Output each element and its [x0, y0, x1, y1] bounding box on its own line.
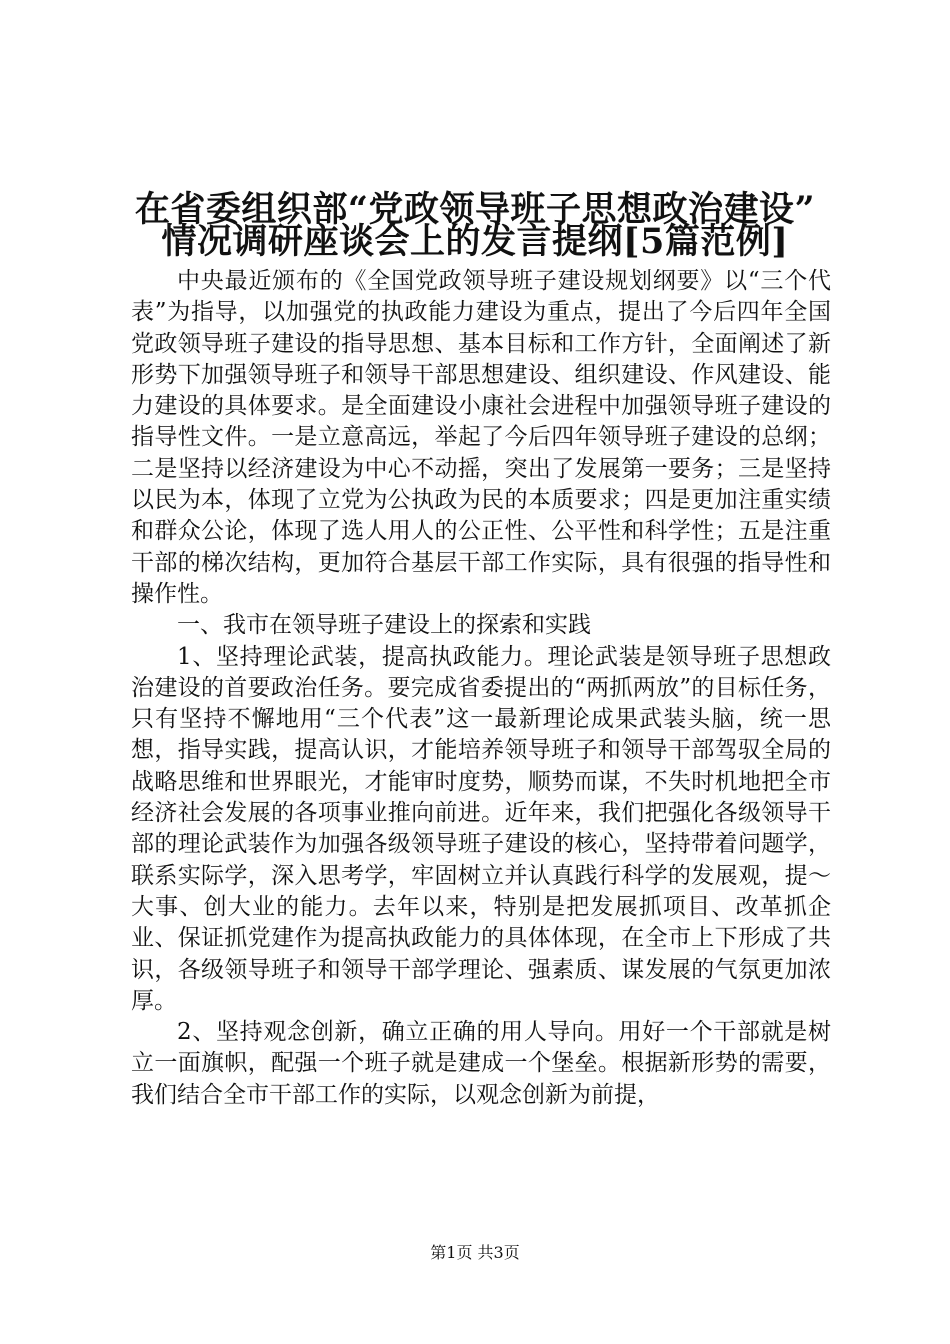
section-heading: 一、我市在领导班子建设上的探索和实践	[177, 612, 591, 639]
page-number-footer: 第1页 共3页	[430, 1243, 520, 1262]
body-paragraph-intro: 中央最近颁布的《全国党政领导班子建设规划纲要》以“三个代表”为指导，以加强党的执政能力建设为重点，提出了今后四年全国党政领导班子建设的指导思想、基本目标和工作方针，全面阐述了新形势下加强领导班子和领导干部思想建设、组织建设、作风建设、能力建设的具体要求。是全面建设小康社会进程中加强领导班子建设的指导性文件。一是立意高远，举起了今后四年领导班子建设的总纲；二是坚持以经济建设为中心不动摇，突出了发展第一要务；三是坚持以民为本，体现了立党为公执政为民的本质要求；四是更加注重实绩和群众公论，体现了选人用人的公正性、公平性和科学性；五是注重干部的梯次结构，更加符合基层干部工作实际，具有很强的指导性和操作性。	[131, 268, 831, 607]
body-paragraph-1: 1、坚持理论武装，提高执政能力。理论武装是领导班子思想政治建设的首要政治任务。要完成省委提出的“两抓两放”的目标任务，只有坚持不懈地用“三个代表”这一最新理论成果武装头脑，统一思想，指导实践，提高认识，才能培养领导班子和领导干部驾驭全局的战略思维和世界眼光，才能审时度势，顺势而谋，不失时机地把全市经济社会发展的各项事业推向前进。近年来，我们把强化各级领导干部的理论武装作为加强各级领导班子建设的核心，坚持带着问题学，联系实际学，深入思考学，牢固树立并认真践行科学的发展观，提～大事、创大业的能力。去年以来，特别是把发展抓项目、改革抓企业、保证抓党建作为提高执政能力的具体体现，在全市上下形成了共识，各级领导班子和领导干部学理论、强素质、谋发展的气氛更加浓厚。	[131, 643, 831, 1014]
document-title-line-2: 情况调研座谈会上的发言提纲[5篇范例]	[161, 221, 789, 262]
body-paragraph-2: 2、坚持观念创新，确立正确的用人导向。用好一个干部就是树立一面旗帜，配强一个班子就是建成一个堡垒。根据新形势的需要，我们结合全市干部工作的实际，以观念创新为前提，	[131, 1019, 831, 1108]
document-body	[131, 266, 831, 1111]
document-title-line-1: 在省委组织部“党政领导班子思想政治建设”	[134, 189, 816, 230]
